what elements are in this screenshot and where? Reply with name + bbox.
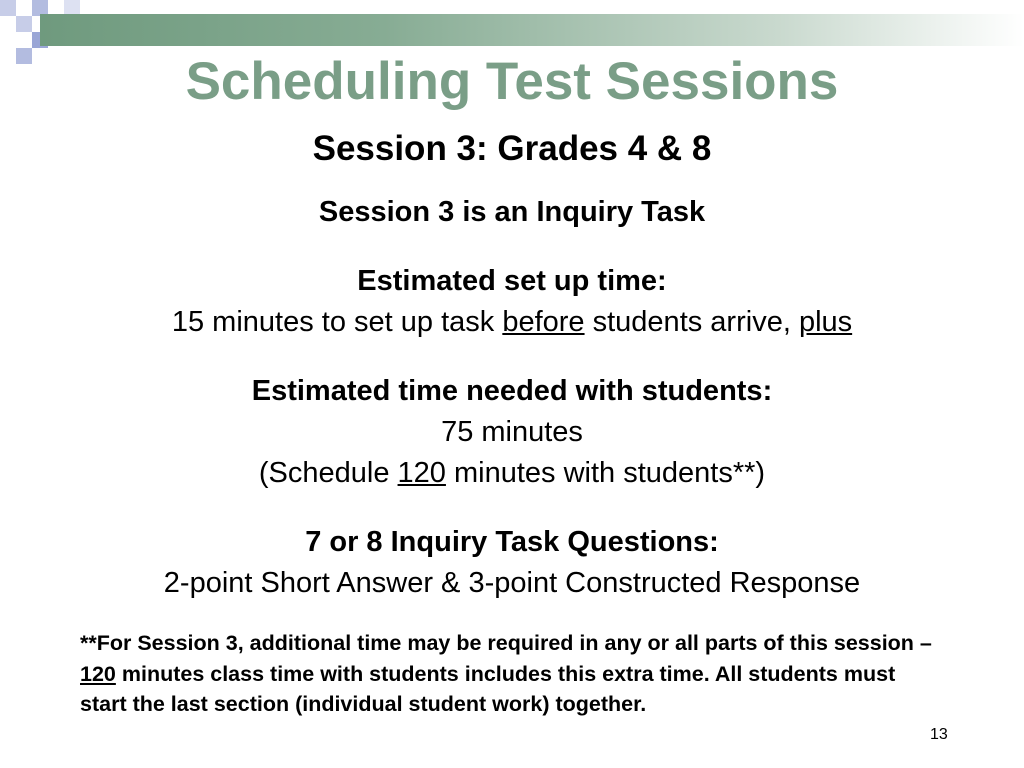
questions-detail: 2-point Short Answer & 3-point Constructed Response bbox=[163, 567, 861, 599]
setup-plus: plus bbox=[798, 306, 853, 338]
time-heading: Estimated time needed with students: bbox=[251, 375, 773, 407]
questions-block bbox=[0, 522, 1024, 604]
setup-text-1: 15 minutes to set up task bbox=[171, 306, 503, 338]
setup-before: before bbox=[502, 306, 585, 338]
schedule-text-1: (Schedule bbox=[258, 457, 398, 489]
footnote-text-2: minutes class time with students includes this extra time. All students must start the last section (individual student work) together. bbox=[80, 661, 896, 716]
slide-body bbox=[0, 126, 1024, 604]
inquiry-text: Session 3 is an Inquiry Task bbox=[318, 196, 706, 228]
schedule-120: 120 bbox=[397, 457, 446, 489]
header-gradient-band bbox=[40, 14, 1024, 46]
session-heading: Session 3: Grades 4 & 8 bbox=[312, 129, 712, 168]
deco-square bbox=[0, 0, 16, 16]
inquiry-line bbox=[0, 192, 1024, 233]
footnote bbox=[80, 628, 940, 720]
slide-title: Scheduling Test Sessions bbox=[185, 52, 839, 111]
schedule-text-2: minutes with students**) bbox=[445, 457, 766, 489]
time-block bbox=[0, 371, 1024, 494]
setup-block bbox=[0, 261, 1024, 343]
deco-square bbox=[16, 16, 32, 32]
footnote-120: 120 bbox=[80, 661, 116, 686]
footnote-text-1: **For Session 3, additional time may be required in any or all parts of this session – bbox=[80, 631, 932, 655]
page-number: 13 bbox=[930, 726, 948, 743]
setup-heading: Estimated set up time: bbox=[357, 265, 667, 297]
questions-heading: 7 or 8 Inquiry Task Questions: bbox=[305, 526, 719, 558]
setup-text-2: students arrive, bbox=[584, 306, 799, 338]
time-minutes: 75 minutes bbox=[441, 416, 583, 448]
